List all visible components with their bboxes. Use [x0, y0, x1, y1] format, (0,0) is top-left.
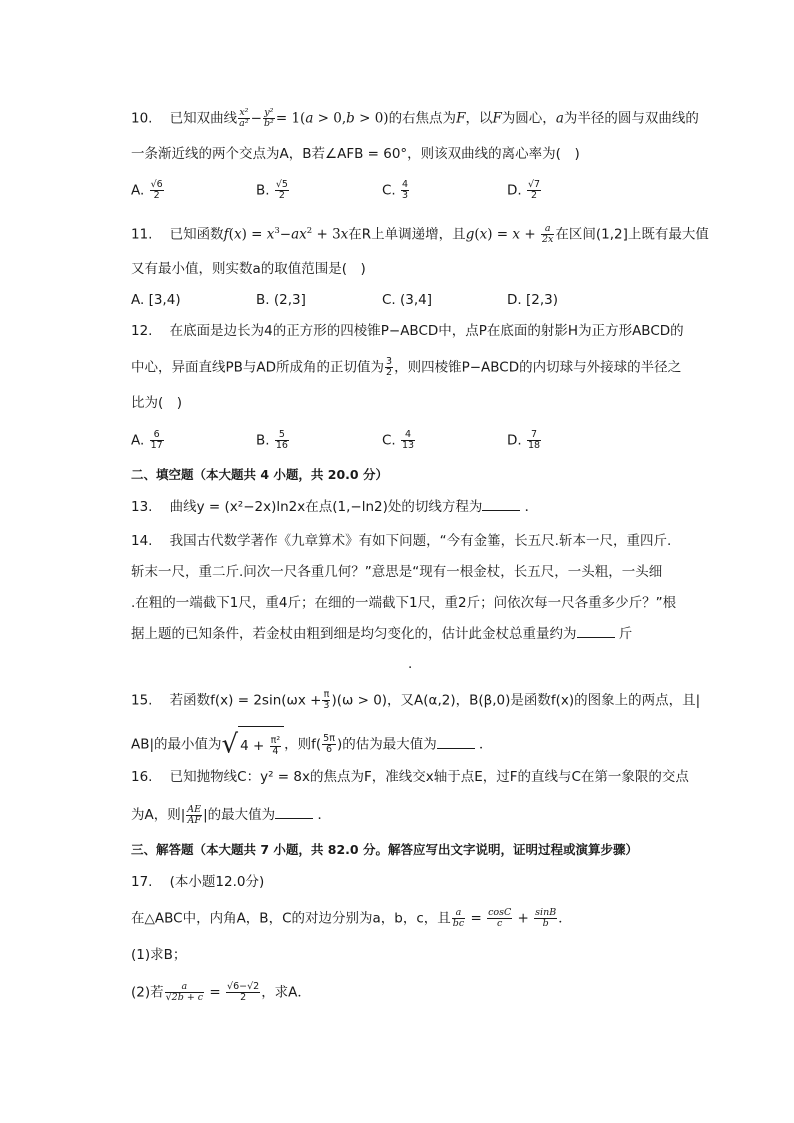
q10-option-c[interactable]: C. $\frac{4}{3}$ [382, 179, 409, 201]
q12-line1: 12. 在底面是边长为4的正方形的四棱锥P−ABCD中，点P在底面的射影H为正方形ABCD的 [131, 323, 684, 339]
q11-line2: 又有最小值，则实数a的取值范围是( ) [131, 261, 366, 277]
q15-line2: AB|的最小值为√ 4 + $\frac{\text{π²}}{4}$ ，则f( $\frac{5\pi}{6}$ )的估为最大值为 ． [131, 726, 493, 763]
q14-line1: 14. 我国古代数学著作《九章算术》有如下问题，“今有金箠，长五尺.斩本一尺，重四斤. [131, 533, 672, 549]
q11-option-d[interactable]: D. [2,3) [507, 292, 558, 308]
q16-number: 16. [131, 769, 153, 785]
q17-score: (本小题12.0分) [169, 874, 265, 890]
q10-number: 10. [131, 110, 153, 127]
q12-line3: 比为( ) [131, 395, 183, 411]
q17-line1: 在△ABC中，内角A，B，C的对边分别为a，b，c，且 $\frac{a}{bc}$ = $\frac{\cos C}{c}$ + $\frac{\sin B}{b}$ ． [131, 907, 572, 929]
q12-option-b[interactable]: B. $\frac{5}{16}$ [256, 429, 288, 451]
q12-number: 12. [131, 323, 153, 339]
q17-header [131, 872, 264, 892]
answer-blank[interactable] [275, 804, 313, 819]
q12-line2: 中心，异面直线PB与AD所成角的正切值为 $\frac{3}{2}$ ，则四棱锥P−ABCD的内切球与外接球的半径之 [131, 356, 682, 378]
q10-line1: 10. 已知双曲线 $\frac{\text{x²}}{\text{a²}}$ − $\frac{\text{y²}}{\text{b²}}$ = 1(a > 0,b > 0)的右焦点为F，以F为圆心，a为半径的圆与双曲线的 [131, 107, 699, 129]
q14-line3: .在粗的一端截下1尺，重4斤；在细的一端截下1尺，重2斤；问依次每一尺各重多少斤？”根 [131, 595, 677, 611]
q14-line2: 斩末一尺，重二斤.问次一尺各重几何？”意思是“现有一根金杖，长五尺，一头粗，一头细 [131, 564, 663, 580]
q14-line4: 据上题的已知条件，若金杖由粗到细是均匀变化的，估计此金杖总重量约为 斤 [131, 623, 632, 644]
section-heading-fill-in: 二、填空题（本大题共 4 小题，共 20.0 分） [131, 467, 388, 482]
q17-number: 17. [131, 874, 153, 890]
q16-line1: 16. 已知抛物线C：y² = 8x的焦点为F，准线交x轴于点E，过F的直线与C在第一象限的交点 [131, 769, 689, 785]
sqrt-expression: √ 4 + $\frac{\text{π²}}{4}$ [222, 726, 285, 763]
q12-option-a[interactable]: A. $\frac{6}{17}$ [131, 429, 163, 451]
answer-blank[interactable] [482, 496, 520, 511]
q10-line2: 一条渐近线的两个交点为A，B若∠AFB = 60°，则该双曲线的离心率为( ) [131, 146, 580, 162]
fraction: $\frac{\text{y²}}{\text{b²}}$ [263, 107, 274, 129]
q11-line1: 11. 已知函数$f(x) = x^3-ax^2 + 3x$在R上单调递增，且g(x) = x + $\frac{a}{2x}$ 在区间(1,2]上既有最大值 [131, 223, 709, 245]
answer-blank[interactable] [577, 623, 615, 638]
section-heading-solutions: 三、解答题（本大题共 7 小题，共 82.0 分。解答应写出文字说明，证明过程或演算步骤） [131, 842, 638, 857]
q13-number: 13. [131, 499, 153, 515]
q10-option-b[interactable]: B. $\frac{√5}{2}$ [256, 179, 288, 201]
q11-option-b[interactable]: B. (2,3] [256, 292, 306, 308]
fraction: $\frac{\text{x²}}{\text{a²}}$ [239, 107, 249, 129]
q10-option-a[interactable]: A. $\frac{√6}{2}$ [131, 179, 163, 201]
q12-option-c[interactable]: C. $\frac{4}{13}$ [382, 429, 415, 451]
q15-number: 15. [131, 692, 153, 709]
q16-line2: 为A，则| $\frac{AE}{AF}$ |的最大值为 ． [131, 803, 331, 826]
q14-line5: . [408, 656, 413, 672]
q10-option-d[interactable]: D. $\frac{√7}{2}$ [507, 179, 541, 201]
q17-part1: (1)求B； [131, 947, 187, 963]
answer-blank[interactable] [437, 734, 475, 749]
q14-number: 14. [131, 533, 153, 549]
q11-number: 11. [131, 226, 153, 243]
q12-option-d[interactable]: D. $\frac{7}{18}$ [507, 429, 541, 451]
q15-line1: 15. 若函数f(x) = 2sin(ωx + $\frac{\pi}{3}$ )(ω > 0)，又A(α,2)，B(β,0)是函数f(x)的图象上的两点，且| [131, 689, 701, 711]
q11-option-a[interactable]: A. [3,4) [131, 292, 181, 308]
q11-option-c[interactable]: C. (3,4] [382, 292, 433, 308]
q17-part2: (2)若 $\frac{a}{√2b + c}$ = $\frac{√6-√2}{2}$ ，求A． [131, 981, 311, 1003]
q13-line: 13. 曲线y = (x²−2x)ln2x在点(1,−ln2)处的切线方程为 ． [131, 496, 538, 517]
